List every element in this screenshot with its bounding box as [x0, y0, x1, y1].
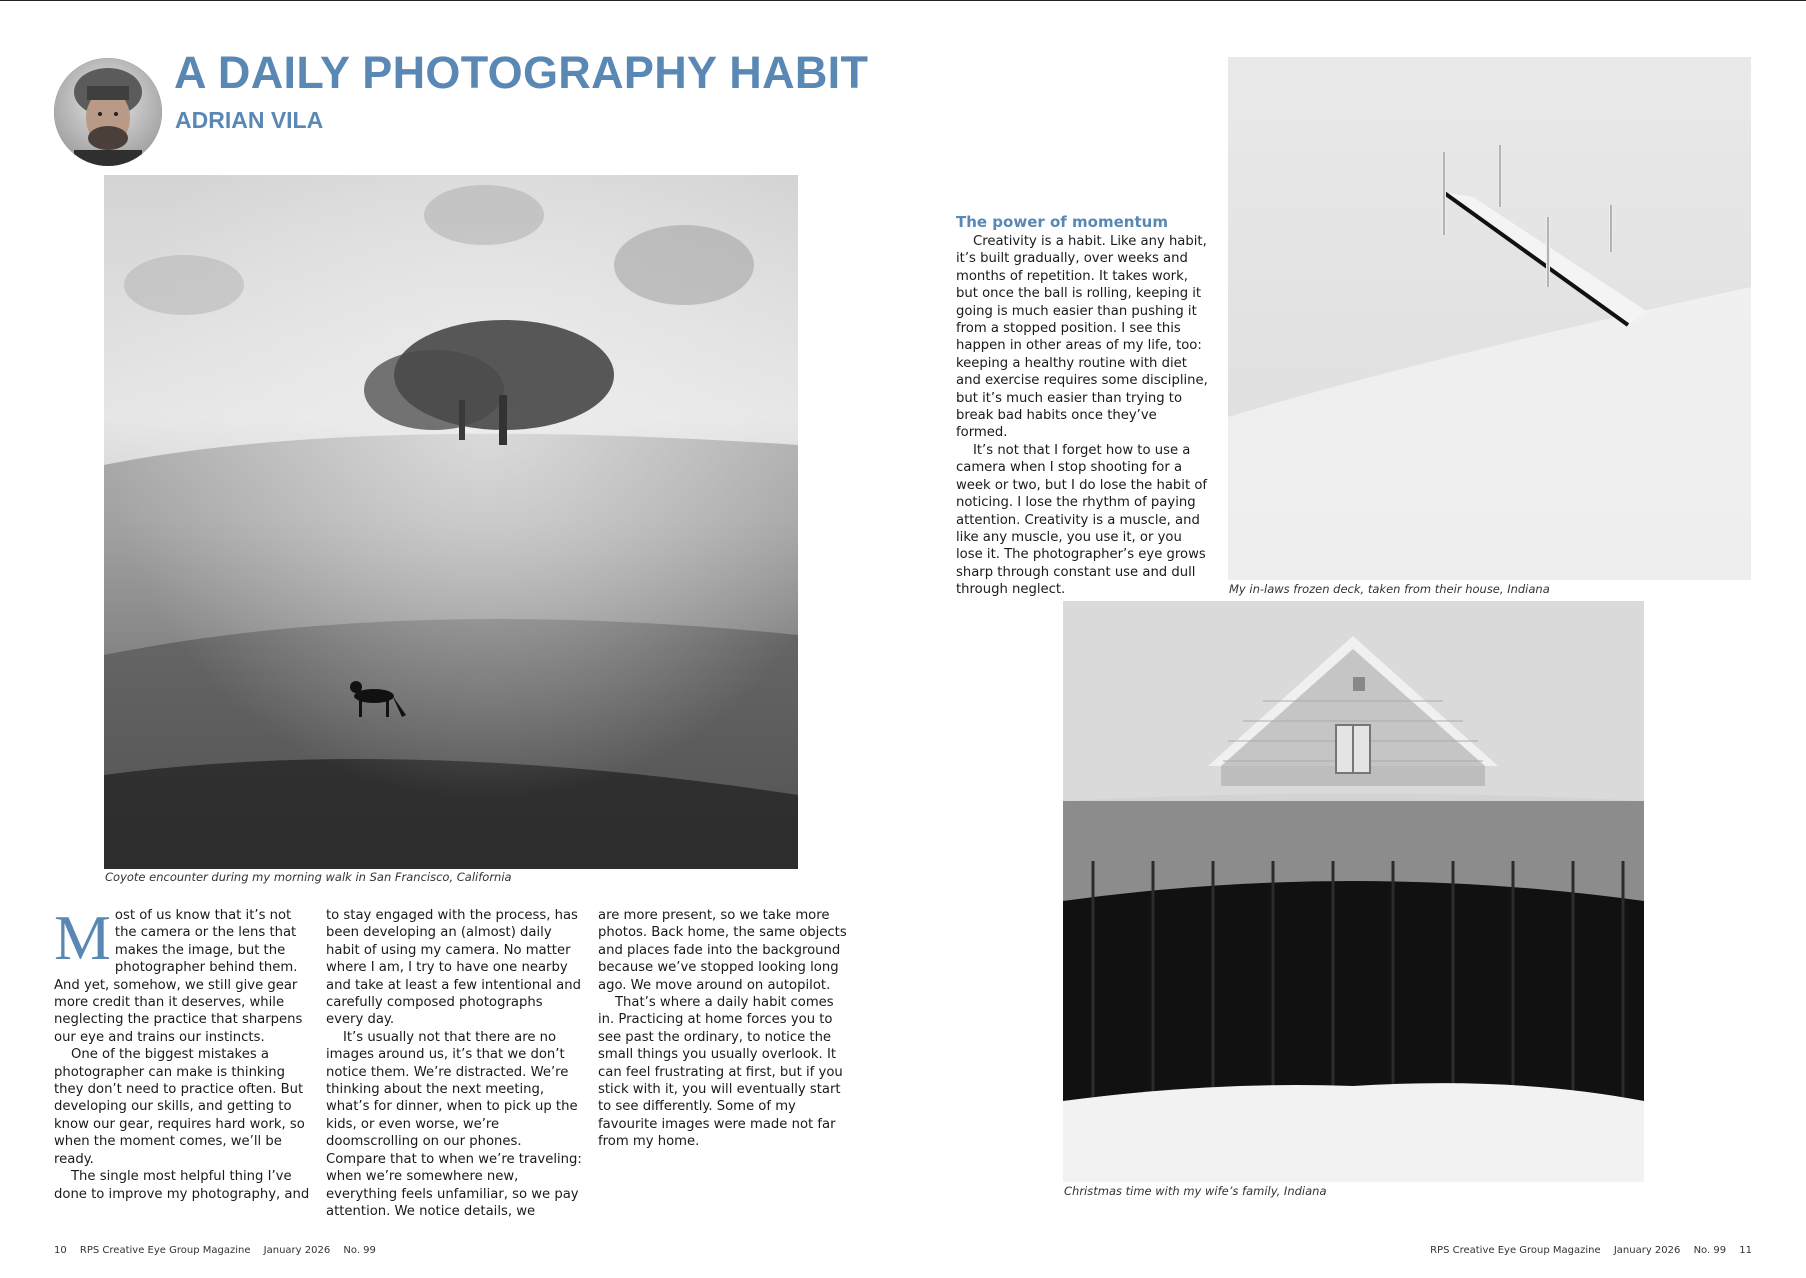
col3-paragraph-2: That’s where a daily habit comes in. Practicing at home forces you to see past the ordinary, to notice the small things you usually overlook. It can feel frustrating at first, but if you stick with it, you will eventually start to see differently. Some of my favourite images were made not far from my home. — [598, 995, 843, 1150]
deck-photo — [1228, 57, 1751, 580]
issue-date-left: January 2026 — [263, 1245, 331, 1256]
article-column-3 — [598, 907, 854, 1151]
momentum-paragraph-1: Creativity is a habit. Like any habit, it’s built gradually, over weeks and months of repetition. It takes work, but once the ball is rolling, keeping it going is much easier than pushing it from a stopped position. I see this happen in other areas of my life, too: keeping a healthy routine with diet and exercise requires some discipline, but it’s much easier than trying to break bad habits once they’ve formed. — [956, 234, 1208, 441]
col2-paragraph-1: to stay engaged with the process, has been developing an (almost) daily habit of using my camera. No matter where I am, I try to have one nearby and take at least a few intentional and carefully composed photographs every day. — [326, 908, 581, 1028]
issue-number-right: No. 99 — [1693, 1245, 1727, 1256]
magazine-name-left: RPS Creative Eye Group Magazine — [79, 1245, 251, 1256]
issue-number-left: No. 99 — [343, 1245, 376, 1256]
coyote-photo — [104, 175, 798, 869]
issue-date-right: January 2026 — [1613, 1245, 1681, 1256]
page-number-left: 10 — [54, 1245, 67, 1256]
magazine-name-right: RPS Creative Eye Group Magazine — [1430, 1245, 1601, 1256]
article-column-1 — [54, 902, 312, 1203]
col3-paragraph-1: are more present, so we take more photos. Back home, the same objects and places fade into the background because we’ve stopped looking long ago. We move around on autopilot. — [598, 908, 847, 993]
momentum-section — [956, 213, 1212, 599]
coyote-caption: Coyote encounter during my morning walk in San Francisco, California — [105, 870, 512, 884]
drop-cap: M — [54, 902, 111, 973]
house-caption: Christmas time with my wife’s family, Indiana — [1064, 1184, 1327, 1198]
momentum-heading: The power of momentum — [956, 213, 1168, 231]
author-name: ADRIAN VILA — [175, 107, 324, 133]
page-number-right: 11 — [1739, 1245, 1752, 1256]
footer-right — [1420, 1245, 1752, 1256]
footer-left — [54, 1245, 386, 1256]
house-fence-photo — [1063, 601, 1644, 1182]
col1-paragraph-1: ost of us know that it’s not the camera or the lens that makes the image, but the photographer behind them. And yet, somehow, we still give gear more credit than it deserves, while neglecting the practice that sharpens our eye and trains our instincts. — [54, 908, 303, 1045]
deck-caption: My in-laws frozen deck, taken from their house, Indiana — [1229, 582, 1550, 596]
col1-paragraph-3: The single most helpful thing I’ve done to improve my photography, and — [54, 1169, 310, 1202]
momentum-paragraph-2: It’s not that I forget how to use a camera when I stop shooting for a week or two, but I do lose the habit of noticing. I lose the rhythm of paying attention. Creativity is a muscle, and like any muscle, you use it, or you lose it. The photographer’s eye grows sharp through constant use and dull through neglect. — [956, 442, 1208, 598]
article-title: A DAILY PHOTOGRAPHY HABIT — [174, 47, 869, 98]
article-column-2 — [326, 907, 582, 1220]
col1-paragraph-2: One of the biggest mistakes a photographer can make is thinking they don’t need to practice often. But developing our skills, and getting to know our gear, requires hard work, so when the moment comes, we’ll be ready. — [54, 1047, 305, 1167]
col2-paragraph-2: It’s usually not that there are no images around us, it’s that we don’t notice them. We’re distracted. We’re thinking about the next meeting, what’s for dinner, when to pick up the kids, or even worse, we’re doomscrolling on our phones. Compare that to when we’re traveling: when we’re somewhere new, everything feels unfamiliar, so we pay attention. We notice details, we — [326, 1029, 582, 1219]
author-avatar — [54, 58, 162, 166]
